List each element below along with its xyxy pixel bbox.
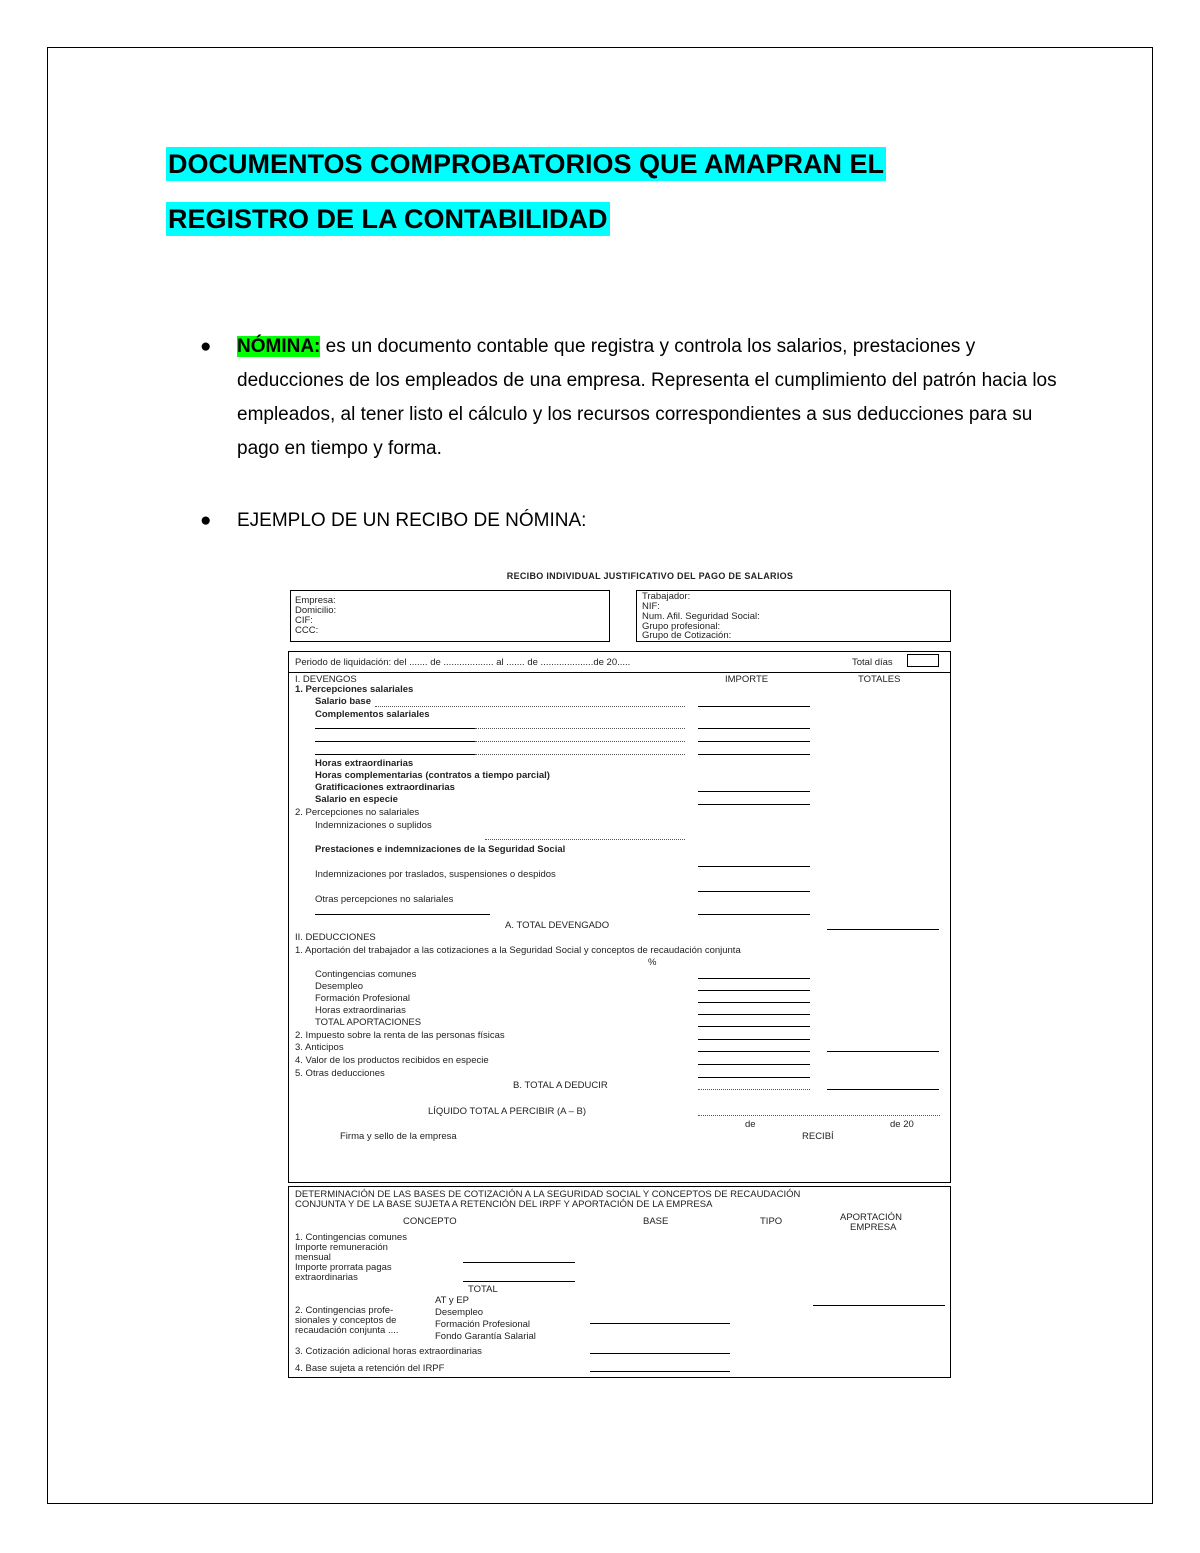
receipt-main-box: [288, 651, 951, 1183]
base-irpf-label: 4. Base sujeta a retención del IRPF: [295, 1363, 445, 1374]
horas-comp-label: Horas complementarias (contratos a tiempo parcial): [315, 770, 550, 781]
amount-line: [698, 706, 810, 707]
importe-pror-2: extraordinarias: [295, 1272, 358, 1283]
amount-line: [698, 1002, 810, 1003]
bullet-item-nomina: [200, 330, 1060, 466]
fondo-label: Fondo Garantía Salarial: [435, 1331, 536, 1342]
aportacion-empresa-header-2: EMPRESA: [850, 1222, 897, 1233]
periodo-label: Periodo de liquidación: del ....... de ................... al ....... de ....................de 20.....: [295, 657, 631, 668]
amount-line: [698, 1039, 810, 1040]
percep-no-sal-label: 2. Percepciones no salariales: [295, 807, 420, 818]
liquido-label: LÍQUIDO TOTAL A PERCIBIR (A – B): [428, 1106, 587, 1117]
total-line: [827, 1051, 939, 1052]
nomina-definition: es un documento contable que registra y controla los salarios, prestaciones y deducciones de los empleados de una empresa. Representa el cumplimiento del patrón hacia los empleados, al tener listo el cálculo y los recursos correspondientes a sus deducciones para su pago en tiempo y forma.: [237, 336, 1057, 459]
at-ep-label: AT y EP: [435, 1295, 469, 1306]
fecha-de-label: de: [745, 1119, 756, 1130]
title-line-2: REGISTRO DE LA CONTABILIDAD: [168, 204, 608, 234]
amount-line: [463, 1281, 575, 1282]
blank-line: [315, 914, 490, 915]
total-dias-box: [907, 654, 939, 667]
amount-line: [698, 1026, 810, 1027]
empresa-label: Empresa:: [295, 595, 336, 606]
num-afil-label: Num. Afil. Seguridad Social:: [642, 611, 760, 622]
amount-line: [698, 791, 810, 792]
base-header: BASE: [643, 1216, 669, 1227]
amount-line: [590, 1323, 730, 1324]
aportacion-label: 1. Aportación del trabajador a las cotizaciones a la Seguridad Social y conceptos de recaudación conjunta: [295, 945, 741, 956]
salario-base-label: Salario base: [315, 696, 371, 707]
trabajador-label: Trabajador:: [642, 591, 691, 602]
formacion-label: Formación Profesional: [315, 993, 411, 1004]
anticipos-label: 3. Anticipos: [295, 1042, 344, 1053]
amount-line: [698, 891, 810, 892]
horas-extra-label: Horas extraordinarias: [315, 758, 414, 769]
leader-dots: [698, 1115, 940, 1116]
cont-prof-1: 2. Contingencias profe-: [295, 1305, 394, 1316]
importe-pror-1: Importe prorrata pagas: [295, 1262, 392, 1273]
total-line: [827, 1089, 939, 1090]
total-deducir-label: B. TOTAL A DEDUCIR: [513, 1080, 608, 1091]
valor-productos-label: 4. Valor de los productos recibidos en especie: [295, 1055, 489, 1066]
deducciones-label: II. DEDUCCIONES: [295, 932, 376, 943]
tipo-header: TIPO: [760, 1216, 783, 1227]
desempleo2-label: Desempleo: [435, 1307, 484, 1318]
amount-line: [698, 1077, 810, 1078]
leader-dots: [485, 839, 685, 840]
cotiz-adic-label: 3. Cotización adicional horas extraordinarias: [295, 1346, 482, 1357]
pct-label: %: [648, 957, 657, 968]
importe-rem-1: Importe remuneración: [295, 1242, 388, 1253]
prestaciones-label: Prestaciones e indemnizaciones de la Seguridad Social: [315, 844, 566, 855]
leader-dots: [698, 1089, 810, 1090]
nomina-term: NÓMINA:: [237, 336, 321, 357]
total-devengado-label: A. TOTAL DEVENGADO: [505, 920, 610, 931]
total-label: TOTAL: [468, 1284, 498, 1295]
totales-header: TOTALES: [858, 674, 901, 685]
amount-line: [813, 1305, 945, 1306]
total-dias-label: Total días: [852, 657, 893, 668]
grupo-cot-label: Grupo de Cotización:: [642, 630, 732, 641]
empresa-box: [290, 590, 610, 642]
ccc-label: CCC:: [295, 625, 319, 636]
leader-dots: [475, 754, 685, 755]
recibi-label: RECIBÍ: [802, 1131, 834, 1142]
amount-line: [698, 728, 810, 729]
bullet-item-ejemplo: [200, 504, 1060, 538]
aportacion-empresa-header-1: APORTACIÓN: [840, 1212, 902, 1223]
importe-header: IMPORTE: [725, 674, 769, 685]
cont-prof-3: recaudación conjunta ....: [295, 1325, 399, 1336]
leader-dots: [475, 741, 685, 742]
percep-sal-label: 1. Percepciones salariales: [295, 684, 414, 695]
irpf-label: 2. Impuesto sobre la renta de las personas físicas: [295, 1030, 505, 1041]
amount-line: [698, 914, 810, 915]
blank-line: [315, 754, 475, 755]
bullet-icon: ●: [200, 510, 212, 531]
amount-line: [698, 978, 810, 979]
total-aport-label: TOTAL APORTACIONES: [315, 1017, 422, 1028]
salario-especie-label: Salario en especie: [315, 794, 398, 805]
ejemplo-heading: EJEMPLO DE UN RECIBO DE NÓMINA:: [237, 510, 587, 531]
bases-title-1: DETERMINACIÓN DE LAS BASES DE COTIZACIÓN A LA SEGURIDAD SOCIAL Y CONCEPTOS DE RECAUDACIÓN: [295, 1189, 801, 1200]
otras-percep-label: Otras percepciones no salariales: [315, 894, 454, 905]
leader-dots: [475, 728, 685, 729]
nif-label: NIF:: [642, 601, 660, 612]
amount-line: [698, 866, 810, 867]
amount-line: [463, 1262, 575, 1263]
complementos-label: Complementos salariales: [315, 709, 430, 720]
amount-line: [698, 804, 810, 805]
grupo-prof-label: Grupo profesional:: [642, 621, 721, 632]
amount-line: [590, 1353, 730, 1354]
de-20-label: de 20: [890, 1119, 914, 1130]
firma-label: Firma y sello de la empresa: [340, 1131, 457, 1142]
amount-line: [590, 1371, 730, 1372]
leader-dots: [375, 706, 685, 707]
formacion2-label: Formación Profesional: [435, 1319, 531, 1330]
blank-line: [315, 741, 475, 742]
title-line-1: DOCUMENTOS COMPROBATORIOS QUE AMAPRAN EL: [168, 149, 885, 179]
horas-extra2-label: Horas extraordinarias: [315, 1005, 406, 1016]
cont-comunes-label: 1. Contingencias comunes: [295, 1232, 407, 1243]
bullet-icon: ●: [200, 336, 212, 357]
gratif-label: Gratificaciones extraordinarias: [315, 782, 455, 793]
amount-line: [698, 1014, 810, 1015]
devengos-label: I. DEVENGOS: [295, 674, 357, 685]
receipt-title: RECIBO INDIVIDUAL JUSTIFICATIVO DEL PAGO DE SALARIOS: [506, 571, 794, 581]
amount-line: [698, 1051, 810, 1052]
bullet-list: [200, 330, 1060, 538]
importe-rem-2: mensual: [295, 1252, 331, 1263]
cif-label: CIF:: [295, 615, 313, 626]
contingencias-label: Contingencias comunes: [315, 969, 417, 980]
domicilio-label: Domicilio:: [295, 605, 337, 616]
otras-deducciones-label: 5. Otras deducciones: [295, 1068, 385, 1079]
amount-line: [698, 754, 810, 755]
amount-line: [698, 1064, 810, 1065]
amount-line: [698, 741, 810, 742]
divider: [288, 672, 951, 673]
total-line: [827, 929, 939, 930]
document-title: [166, 137, 996, 247]
indemn-suplidos-label: Indemnizaciones o suplidos: [315, 820, 432, 831]
cont-prof-2: sionales y conceptos de: [295, 1315, 397, 1326]
blank-line: [315, 728, 475, 729]
indemn-traslados-label: Indemnizaciones por traslados, suspensiones o despidos: [315, 869, 556, 880]
desempleo-label: Desempleo: [315, 981, 364, 992]
concepto-header: CONCEPTO: [403, 1216, 457, 1227]
amount-line: [698, 990, 810, 991]
bases-title-2: CONJUNTA Y DE LA BASE SUJETA A RETENCIÓN DEL IRPF Y APORTACIÓN DE LA EMPRESA: [295, 1199, 713, 1210]
bullet-text: [237, 330, 1060, 466]
